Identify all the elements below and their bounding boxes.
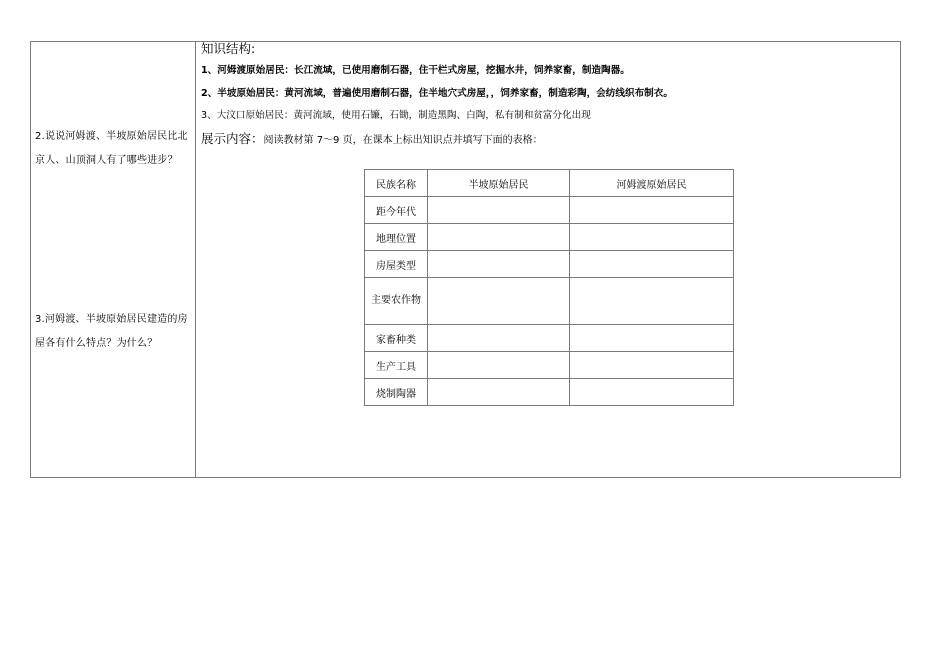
answer-cell-banpo[interactable] [428, 278, 570, 325]
worksheet-table [30, 41, 901, 478]
row-label-text: 主要农作物 [371, 295, 421, 306]
comparison-table [364, 169, 734, 406]
show-content-text: 阅读教材第 7～9 页，在课本上标出知识点并填写下面的表格： [263, 135, 543, 146]
table-row [365, 251, 734, 278]
question-2: 2.说说河姆渡、半坡原始居民比北京人、山顶洞人有了哪些进步？ [35, 131, 188, 166]
table-row [365, 352, 734, 379]
row-label: 房屋类型 [365, 251, 428, 278]
answer-cell-banpo[interactable] [428, 352, 570, 379]
show-content-line [201, 131, 543, 149]
answer-cell-banpo[interactable] [428, 197, 570, 224]
row-label [365, 278, 428, 325]
answer-cell-hemudu[interactable] [570, 352, 734, 379]
table-row [365, 197, 734, 224]
content-column [196, 42, 900, 477]
table-row [365, 224, 734, 251]
answer-cell-hemudu[interactable] [570, 379, 734, 406]
row-label: 生产工具 [365, 352, 428, 379]
row-label: 家畜种类 [365, 325, 428, 352]
knowledge-structure-heading: 知识结构: [201, 41, 256, 56]
answer-cell-banpo[interactable] [428, 325, 570, 352]
header-cell-hemudu: 河姆渡原始居民 [570, 170, 734, 197]
row-label: 烧制陶器 [365, 379, 428, 406]
answer-cell-banpo[interactable] [428, 251, 570, 278]
table-header-row [365, 170, 734, 197]
questions-column [31, 42, 196, 477]
show-content-heading: 展示内容： [201, 131, 264, 146]
table-row [365, 325, 734, 352]
knowledge-point-3: 3、大汶口原始居民：黄河流域，使用石镰，石锄，制造黑陶、白陶，私有制和贫富分化出现 [201, 110, 591, 121]
answer-cell-banpo[interactable] [428, 379, 570, 406]
answer-cell-hemudu[interactable] [570, 251, 734, 278]
answer-cell-hemudu[interactable] [570, 278, 734, 325]
answer-cell-hemudu[interactable] [570, 197, 734, 224]
header-cell-name: 民族名称 [365, 170, 428, 197]
question-3: 3.河姆渡、半坡原始居民建造的房屋各有什么特点？为什么？ [35, 314, 188, 349]
knowledge-point-2: 2、半坡原始居民：黄河流域，普遍使用磨制石器，住半地穴式房屋，，饲养家畜，制造彩陶，会纺线织布制衣。 [201, 88, 673, 99]
knowledge-point-1: 1、河姆渡原始居民：长江流域，已使用磨制石器，住干栏式房屋，挖掘水井，饲养家畜，制造陶器。 [201, 65, 630, 76]
answer-cell-hemudu[interactable] [570, 325, 734, 352]
table-row [365, 278, 734, 325]
table-row [365, 379, 734, 406]
row-label: 距今年代 [365, 197, 428, 224]
row-label: 地理位置 [365, 224, 428, 251]
answer-cell-banpo[interactable] [428, 224, 570, 251]
answer-cell-hemudu[interactable] [570, 224, 734, 251]
header-cell-banpo: 半坡原始居民 [428, 170, 570, 197]
